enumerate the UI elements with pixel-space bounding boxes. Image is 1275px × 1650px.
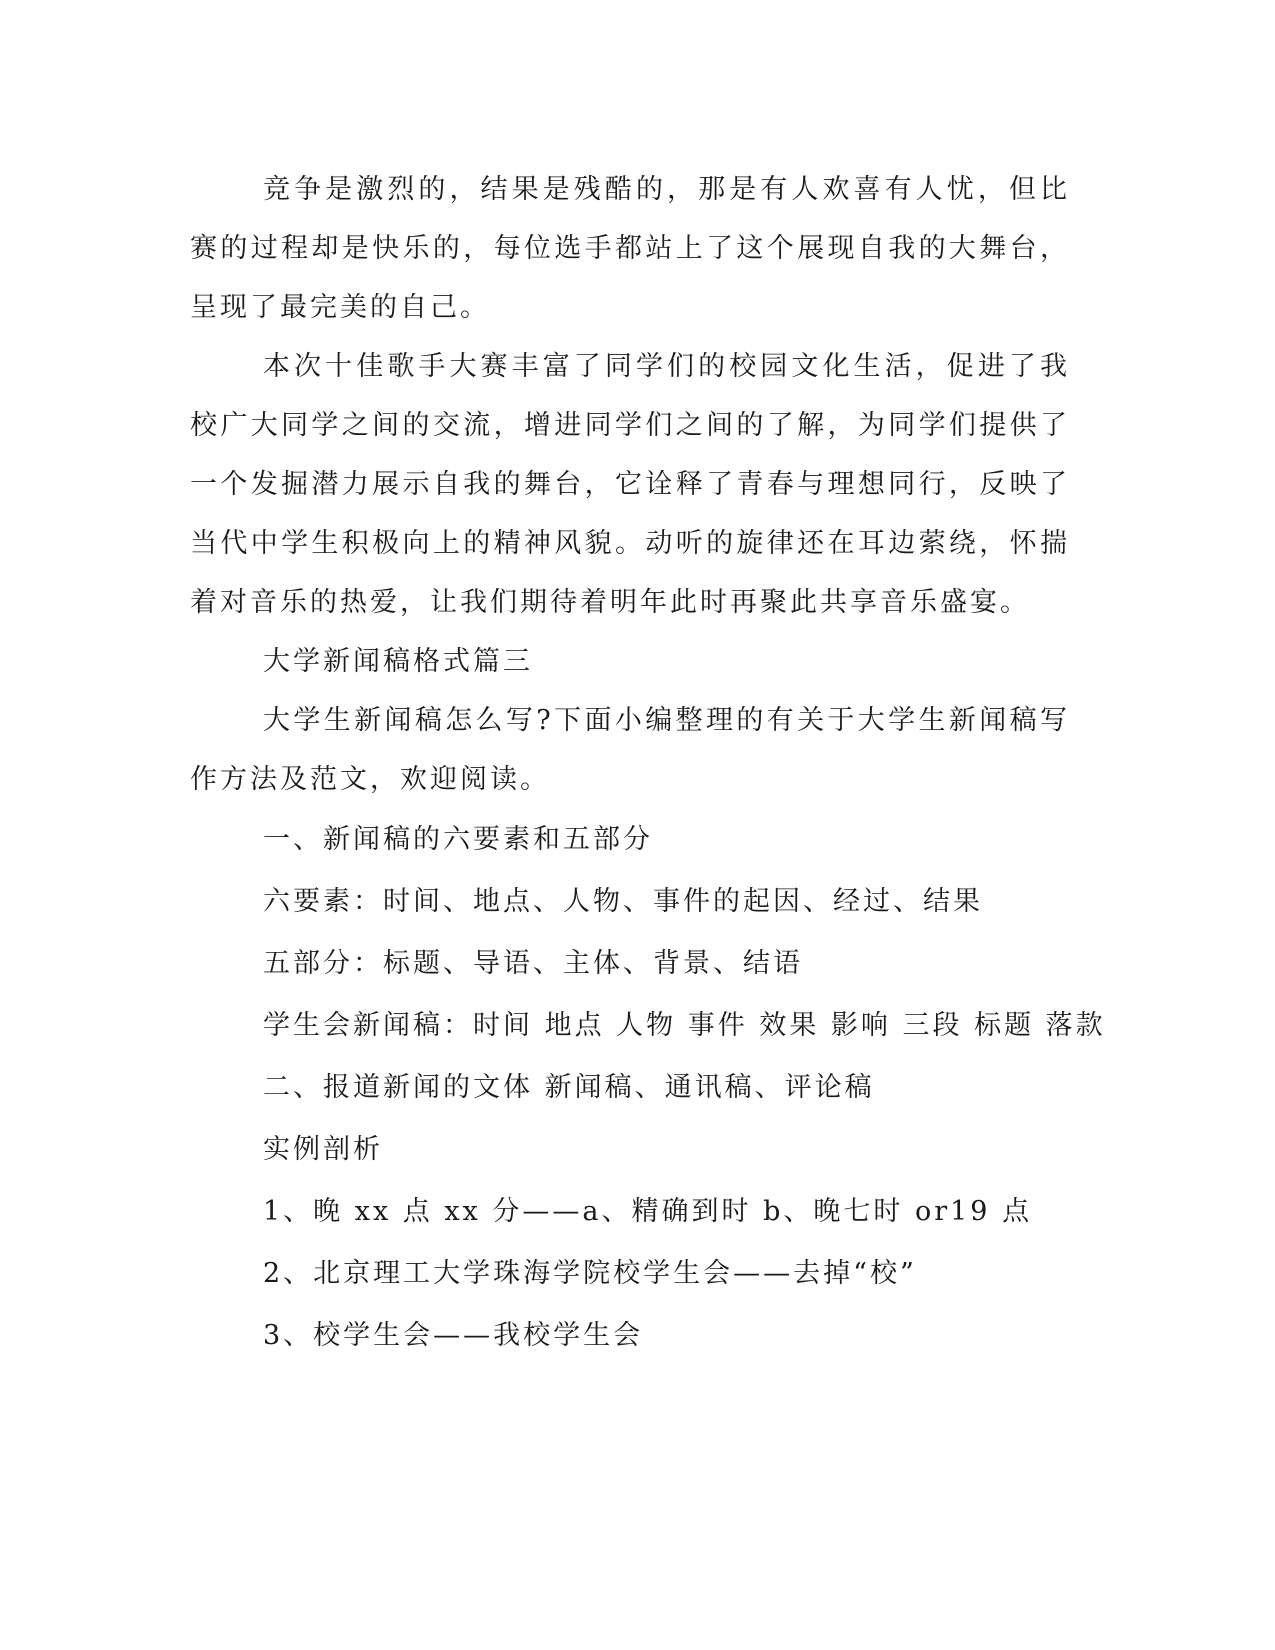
list-item: 1、晚 xx 点 xx 分——a、精确到时 b、晚七时 or19 点 — [263, 1196, 1033, 1227]
paragraph-competition: 竞争是激烈的，结果是残酷的，那是有人欢喜有人忧，但比赛的过程却是快乐的，每位选手都站上了这个展现自我的大舞台，呈现了最完美的自己。 — [190, 174, 1070, 323]
list-item: 3、校学生会——我校学生会 — [263, 1320, 644, 1351]
document-body — [190, 160, 1106, 1367]
paragraph-intro: 大学生新闻稿怎么写?下面小编整理的有关于大学生新闻稿写作方法及范文，欢迎阅读。 — [190, 705, 1070, 795]
list-item: 学生会新闻稿：时间 地点 人物 事件 效果 影响 三段 标题 落款 — [263, 1010, 1106, 1041]
list-item: 一、新闻稿的六要素和五部分 — [263, 824, 653, 855]
paragraph-singer-contest: 本次十佳歌手大赛丰富了同学们的校园文化生活，促进了我校广大同学之间的交流，增进同学们之间的了解，为同学们提供了一个发掘潜力展示自我的舞台，它诠释了青春与理想同行，反映了当代中学生积极向上的精神风貌。动听的旋律还在耳边萦绕，怀揣着对音乐的热爱，让我们期待着明年此时再聚此共享音乐盛宴。 — [190, 351, 1070, 618]
list-item: 二、报道新闻的文体 新闻稿、通讯稿、评论稿 — [263, 1072, 875, 1103]
list-item: 六要素：时间、地点、人物、事件的起因、经过、结果 — [263, 886, 983, 917]
list-item: 2、北京理工大学珠海学院校学生会——去掉“校” — [263, 1258, 917, 1289]
list-item: 实例剖析 — [263, 1134, 383, 1165]
section-title: 大学新闻稿格式篇三 — [263, 646, 533, 677]
list-item: 五部分：标题、导语、主体、背景、结语 — [263, 948, 803, 979]
